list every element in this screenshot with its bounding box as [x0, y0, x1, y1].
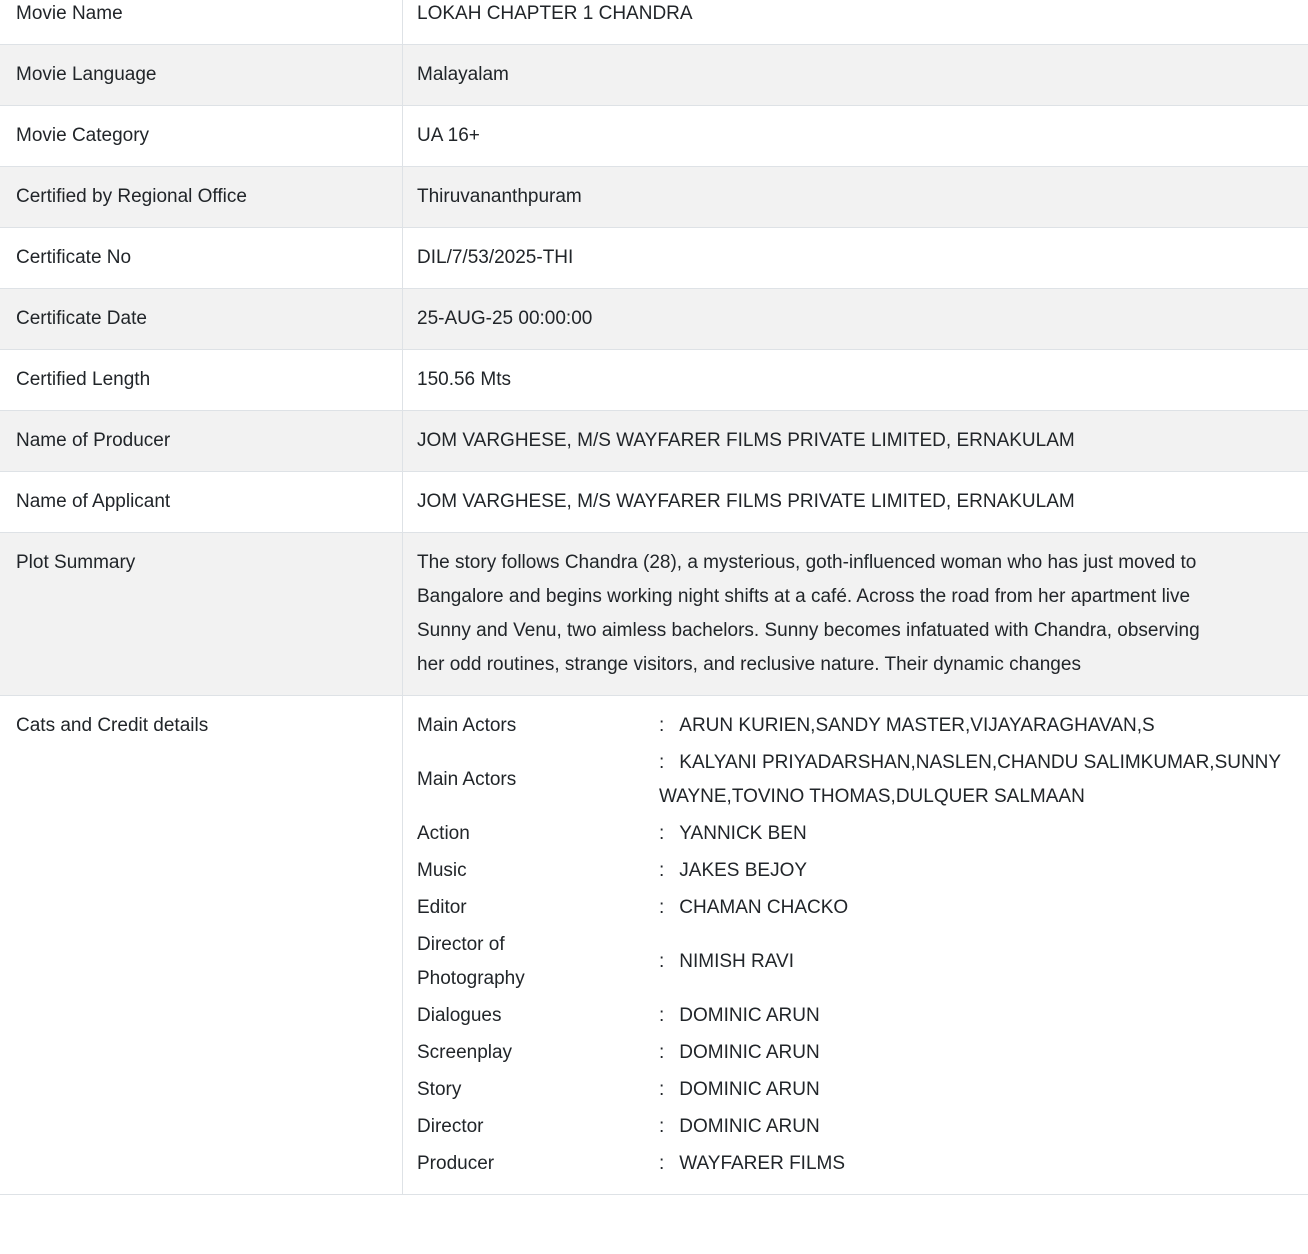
credit-row-action: [417, 817, 1292, 851]
credit-colon: :: [659, 1042, 665, 1063]
table-row-movie-category: [0, 106, 1308, 167]
table-row-movie-name: [0, 0, 1308, 45]
credit-row-screenplay: [417, 1036, 1292, 1070]
table-row-certified-length: [0, 350, 1308, 411]
table-row-certificate-date: [0, 289, 1308, 350]
credit-label: Director of Photography: [417, 934, 525, 989]
field-value: DIL/7/53/2025-THI: [417, 247, 574, 268]
credit-value-text: YANNICK BEN: [679, 823, 807, 844]
credits-list: [417, 709, 1292, 1181]
credit-row-music: [417, 854, 1292, 888]
field-label: Movie Language: [0, 45, 403, 105]
field-label: Cats and Credit details: [0, 696, 403, 1194]
credit-value-text: CHAMAN CHACKO: [679, 897, 849, 918]
credit-row-editor: [417, 891, 1292, 925]
credit-value: [659, 1073, 1292, 1107]
field-label: Movie Name: [0, 0, 403, 44]
table-row-cast-credits: [0, 696, 1308, 1195]
credits-section: [403, 696, 1308, 1194]
credit-row-main-actors-1: [417, 709, 1292, 743]
credit-label: Action: [417, 823, 470, 844]
credit-value-text: KALYANI PRIYADARSHAN,NASLEN,CHANDU SALIMKUMAR,SUNNY WAYNE,TOVINO THOMAS,DULQUER SALMAAN: [659, 752, 1281, 807]
table-row-applicant-name: [0, 472, 1308, 533]
credit-colon: :: [659, 1153, 665, 1174]
credit-value: [659, 1110, 1292, 1144]
field-value: Thiruvananthpuram: [417, 186, 582, 207]
credit-colon: :: [659, 1116, 665, 1137]
field-value: 25-AUG-25 00:00:00: [417, 308, 593, 329]
credit-label: Main Actors: [417, 769, 517, 790]
table-row-certificate-no: [0, 228, 1308, 289]
credit-value: [659, 999, 1292, 1033]
field-label: Certified Length: [0, 350, 403, 410]
credit-value: [659, 945, 1292, 979]
field-label: Plot Summary: [0, 533, 403, 695]
credit-colon: :: [659, 715, 665, 736]
table-row-movie-language: [0, 45, 1308, 106]
credit-row-dialogues: [417, 999, 1292, 1033]
credit-value: [659, 854, 1292, 888]
credit-value-text: JAKES BEJOY: [679, 860, 808, 881]
credit-row-main-actors-2: [417, 746, 1292, 814]
credit-value: [659, 1036, 1292, 1070]
credit-label: Director: [417, 1116, 484, 1137]
credit-value: [659, 1147, 1292, 1181]
credit-colon: :: [659, 1079, 665, 1100]
credit-label: Dialogues: [417, 1005, 502, 1026]
field-label: Certified by Regional Office: [0, 167, 403, 227]
credit-colon: :: [659, 752, 665, 773]
field-label: Movie Category: [0, 106, 403, 166]
credit-value-text: WAYFARER FILMS: [679, 1153, 846, 1174]
field-label: Name of Producer: [0, 411, 403, 471]
field-value: [403, 533, 1308, 695]
field-value: JOM VARGHESE, M/S WAYFARER FILMS PRIVATE LIMITED, ERNAKULAM: [417, 491, 1075, 512]
credit-label: Story: [417, 1079, 462, 1100]
field-value: LOKAH CHAPTER 1 CHANDRA: [417, 3, 693, 24]
credit-value: [659, 817, 1292, 851]
credit-value: [659, 891, 1292, 925]
credit-value-text: DOMINIC ARUN: [679, 1042, 820, 1063]
field-label: Name of Applicant: [0, 472, 403, 532]
credit-value: [659, 709, 1292, 743]
credit-colon: :: [659, 1005, 665, 1026]
table-row-regional-office: [0, 167, 1308, 228]
field-label: Certificate No: [0, 228, 403, 288]
credit-label: Music: [417, 860, 467, 881]
credit-label: Main Actors: [417, 715, 517, 736]
credit-colon: :: [659, 823, 665, 844]
credit-value-text: DOMINIC ARUN: [679, 1116, 820, 1137]
field-value: Malayalam: [417, 64, 509, 85]
credit-label: Editor: [417, 897, 467, 918]
credit-colon: :: [659, 860, 665, 881]
credit-value-text: DOMINIC ARUN: [679, 1005, 820, 1026]
credit-value-text: DOMINIC ARUN: [679, 1079, 820, 1100]
credit-label: Producer: [417, 1153, 495, 1174]
field-label: Certificate Date: [0, 289, 403, 349]
field-value: JOM VARGHESE, M/S WAYFARER FILMS PRIVATE LIMITED, ERNAKULAM: [417, 430, 1075, 451]
credit-row-director: [417, 1110, 1292, 1144]
credit-value-text: NIMISH RAVI: [679, 951, 794, 972]
table-row-producer-name: [0, 411, 1308, 472]
credit-colon: :: [659, 951, 665, 972]
credit-value: [659, 746, 1292, 814]
credit-row-director-of-photography: [417, 928, 1292, 996]
table-row-plot-summary: [0, 533, 1308, 696]
credit-colon: :: [659, 897, 665, 918]
plot-summary-text: The story follows Chandra (28), a mysterious, goth-influenced woman who has just moved to Bangalore and begins working night shifts at a café. Across the road from her apartment live Sunny and Venu, two aimless bachelors. Sunny becomes infatuated with Chandra, observing her odd routines, strange visitors, and reclusive nature. Their dynamic changes: [417, 552, 1200, 675]
field-value: UA 16+: [417, 125, 480, 146]
credit-row-producer: [417, 1147, 1292, 1181]
credit-value-text: ARUN KURIEN,SANDY MASTER,VIJAYARAGHAVAN,S: [679, 715, 1155, 736]
credit-label: Screenplay: [417, 1042, 513, 1063]
credit-row-story: [417, 1073, 1292, 1107]
field-value: 150.56 Mts: [417, 369, 511, 390]
